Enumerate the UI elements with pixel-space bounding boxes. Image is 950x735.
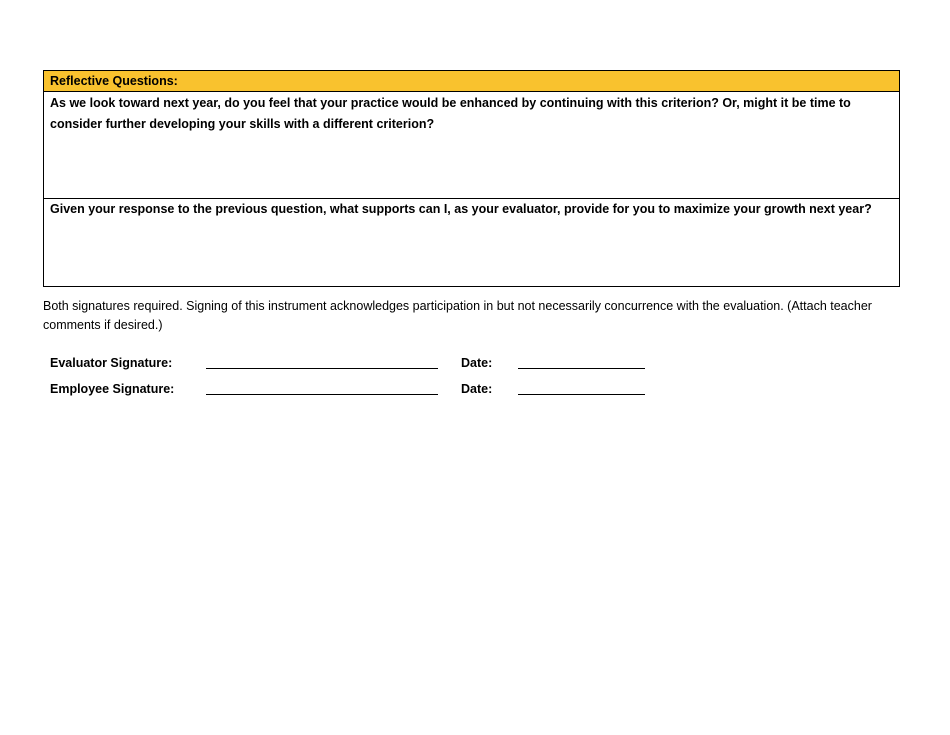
employee-signature-line[interactable] xyxy=(206,394,438,395)
reflective-questions-header: Reflective Questions: xyxy=(44,71,899,92)
reflective-questions-table xyxy=(43,70,900,287)
employee-signature-label: Employee Signature: xyxy=(50,382,175,396)
signature-notice: Both signatures required. Signing of this instrument acknowledges participation in but not necessarily concurrence with the evaluation. (Attach teacher comments if desired.) xyxy=(43,299,872,332)
evaluator-date-line[interactable] xyxy=(518,368,645,369)
evaluator-signature-label: Evaluator Signature: xyxy=(50,356,173,370)
evaluator-date-label: Date: xyxy=(461,356,493,370)
employee-date-line[interactable] xyxy=(518,394,645,395)
evaluator-signature-line[interactable] xyxy=(206,368,438,369)
question-1: As we look toward next year, do you feel that your practice would be enhanced by continuing with this criterion? Or, might it be time to consider further developing your skills with a different criterion? xyxy=(44,92,899,199)
employee-date-label: Date: xyxy=(461,382,493,396)
question-2: Given your response to the previous question, what supports can I, as your evaluator, provide for you to maximize your growth next year? xyxy=(50,202,872,216)
